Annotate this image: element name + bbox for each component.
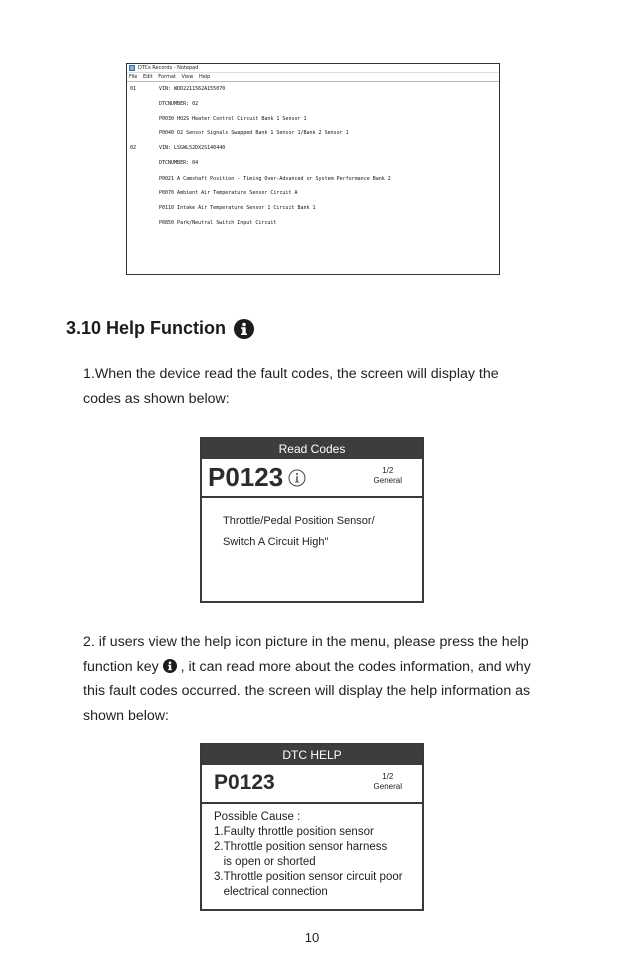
paragraph-1 [83, 362, 563, 411]
info-icon [234, 319, 254, 339]
text-line: P0070 Ambient Air Temperature Sensor Circuit A [159, 190, 298, 196]
notepad-title-bar [127, 64, 499, 73]
paragraph-line: shown below: [83, 707, 169, 724]
notepad-icon [129, 65, 135, 71]
record-index: 02 [130, 145, 137, 151]
paragraph-line: 1.When the device read the fault codes, the screen will display the [83, 366, 499, 382]
description-line: Switch A Circuit High" [223, 536, 329, 548]
text-line: VIN: LSGWL52DX2S140440 [159, 145, 226, 151]
code-row [202, 765, 422, 804]
menu-view[interactable]: View [181, 74, 194, 80]
screen-header: DTC HELP [202, 745, 422, 765]
help-key-icon [163, 659, 177, 673]
text-line: P0021 A Camshaft Position - Timing Over-Advanced or System Performance Bank 2 [159, 176, 391, 182]
code-row [202, 459, 422, 498]
dtc-help-screen [200, 743, 424, 911]
paragraph-2 [83, 630, 563, 728]
paragraph-text: function key [83, 658, 159, 675]
code-description [202, 498, 422, 553]
paragraph-line: this fault codes occurred. the screen will display the help information as [83, 683, 531, 699]
paragraph-line: 2. if users view the help icon picture in the menu, please press the help [83, 634, 529, 650]
help-line: Possible Cause : [214, 811, 301, 823]
text-line: DTCNUMBER: 04 [159, 160, 199, 166]
menu-format[interactable]: Format [158, 74, 176, 80]
text-line: VIN: WDD2211562A155070 [159, 86, 226, 92]
screen-header: Read Codes [202, 439, 422, 459]
category-label: General [373, 476, 402, 485]
page-count: 1/2 [382, 772, 394, 781]
notepad-title: DTCs Records - Notepad [138, 65, 199, 71]
page-number: 10 [304, 930, 320, 945]
notepad-menu-bar [127, 73, 499, 82]
record-index: 01 [130, 86, 137, 92]
help-line: 1.Faulty throttle position sensor [214, 826, 374, 838]
paragraph-line [83, 655, 563, 680]
help-line: 3.Throttle position sensor circuit poor [214, 871, 403, 883]
category-label: General [373, 782, 402, 791]
help-line: 2.Throttle position sensor harness [214, 841, 388, 853]
help-line: electrical connection [214, 886, 328, 898]
text-line: P0040 O2 Sensor Signals Swapped Bank 1 Sensor 1/Bank 2 Sensor 1 [159, 130, 349, 136]
fault-code: P0123 [214, 771, 275, 794]
page-indicator [374, 772, 402, 792]
help-line: is open or shorted [214, 856, 316, 868]
help-text [202, 804, 422, 900]
paragraph-text: , it can read more about the codes information, and why [180, 658, 531, 675]
text-line: P0110 Intake Air Temperature Sensor 1 Circuit Bank 1 [159, 205, 316, 211]
menu-help[interactable]: Help [198, 74, 211, 80]
section-heading [66, 318, 254, 339]
read-codes-screen [200, 437, 424, 603]
menu-file[interactable]: File [129, 74, 138, 80]
notepad-screenshot [126, 63, 500, 275]
info-outline-icon[interactable] [288, 469, 306, 492]
description-line: Throttle/Pedal Position Sensor/ [223, 515, 375, 527]
menu-edit[interactable]: Edit [142, 74, 153, 80]
page-indicator [374, 466, 402, 486]
page-count: 1/2 [382, 466, 394, 475]
text-line: DTCNUMBER: 02 [159, 101, 199, 107]
paragraph-line: codes as shown below: [83, 390, 230, 407]
text-line: P0850 Park/Neutral Switch Input Circuit [159, 220, 277, 226]
section-title: 3.10 Help Function [66, 318, 227, 338]
fault-code: P0123 [208, 462, 284, 492]
text-line: P0030 HO2S Heater Control Circuit Bank 1 Sensor 1 [159, 116, 307, 122]
